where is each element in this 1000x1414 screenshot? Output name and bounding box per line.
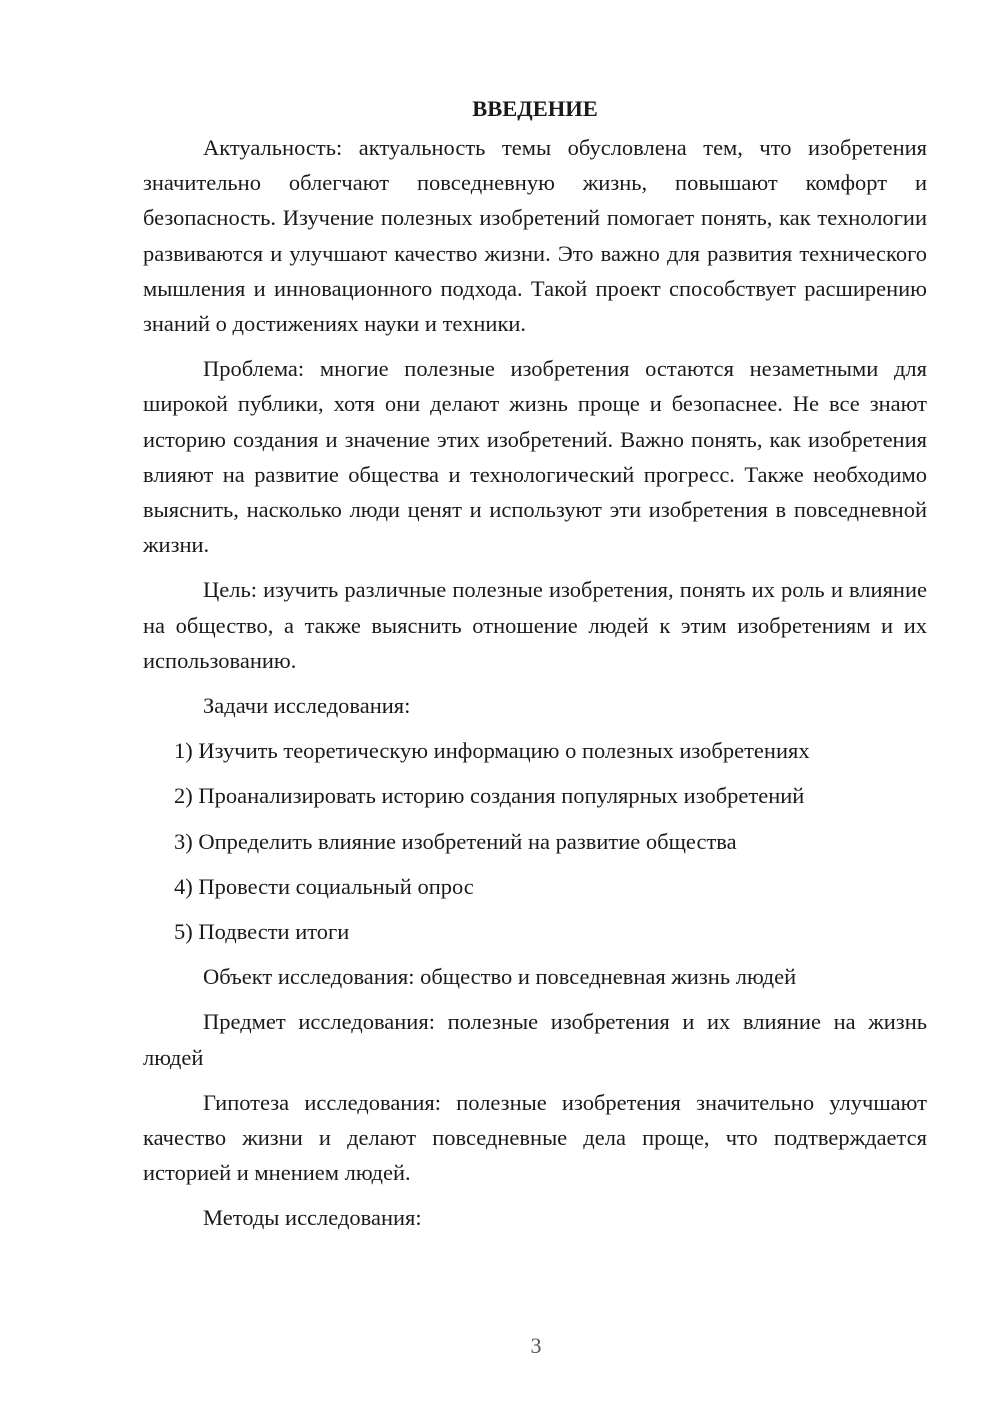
task-item: 2) Проанализировать историю создания популярных изобретений [174,783,805,809]
relevance-paragraph: Актуальность: актуальность темы обусловлена тем, что изобретения значительно облегчают повседневную жизнь, повышают комфорт и безопасность. Изучение полезных изобретений помогает понять, как технологии развиваются и улучшают качество жизни. Это важно для развития технического мышления и инновационного подхода. Такой проект способствует расширению знаний о достижениях науки и техники. [143,135,927,337]
task-item: 4) Провести социальный опрос [174,873,474,899]
task-item: 1) Изучить теоретическую информацию о полезных изобретениях [174,738,810,764]
object-paragraph: Объект исследования: общество и повседневная жизнь людей [203,964,797,990]
subject-paragraph: Предмет исследования: полезные изобретения и их влияние на жизнь людей [143,1009,927,1070]
task-item: 3) Определить влияние изобретений на развитие общества [174,828,737,854]
page-number: 3 [530,1333,542,1358]
goal-paragraph: Цель: изучить различные полезные изобретения, понять их роль и влияние на общество, а также выяснить отношение людей к этим изобретениям и их использованию. [143,577,927,673]
problem-paragraph: Проблема: многие полезные изобретения остаются незаметными для широкой публики, хотя они делают жизнь проще и безопаснее. Не все знают историю создания и значение этих изобретений. Важно понять, как изобретения влияют на развитие общества и технологический прогресс. Также необходимо выяснить, насколько люди ценят и используют эти изобретения в повседневной жизни. [143,356,927,558]
page-content [143,92,927,1246]
task-item: 5) Подвести итоги [174,919,350,945]
hypothesis-paragraph: Гипотеза исследования: полезные изобретения значительно улучшают качество жизни и делают повседневные дела проще, что подтверждается историей и мнением людей. [143,1089,927,1186]
tasks-heading: Задачи исследования: [203,693,411,719]
methods-heading: Методы исследования: [203,1205,422,1231]
section-heading: ВВЕДЕНИЕ [472,96,598,121]
